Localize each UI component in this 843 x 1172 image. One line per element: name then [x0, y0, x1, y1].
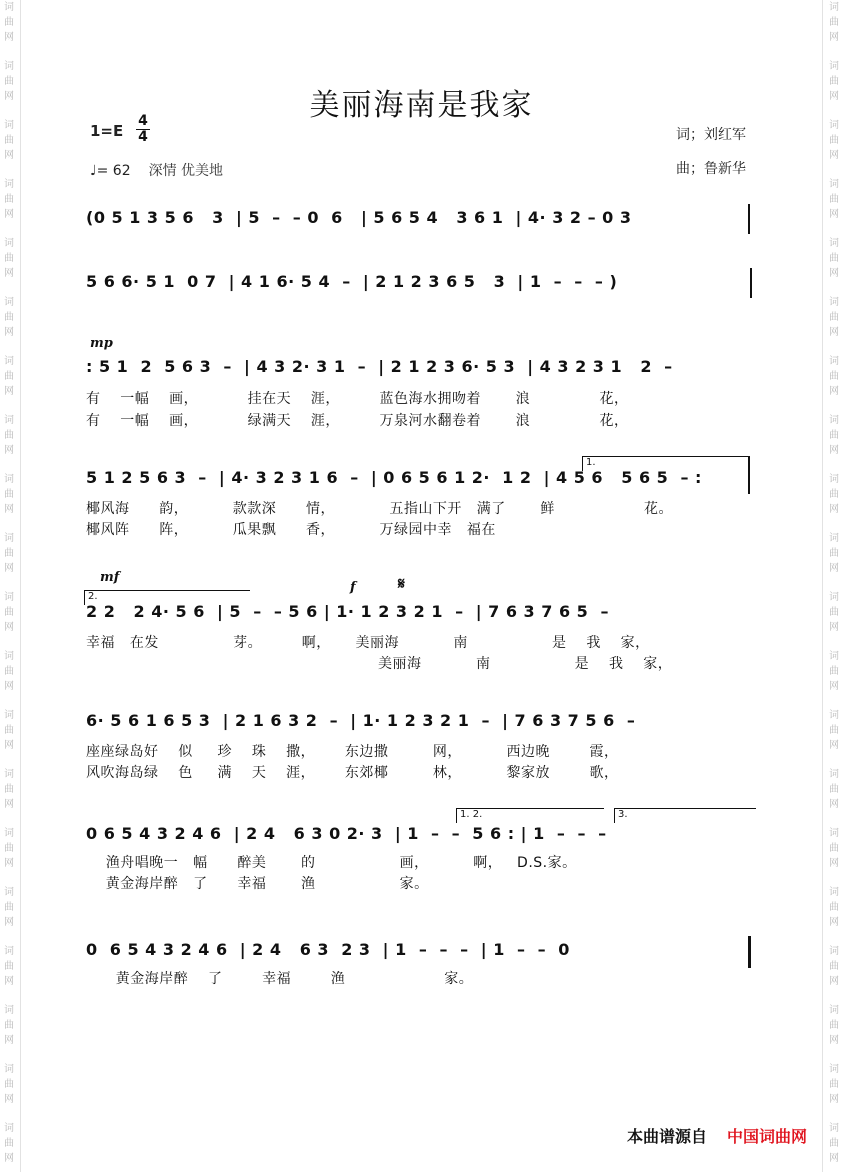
- watermark-char: 网: [829, 445, 839, 456]
- watermark-char: 网: [829, 1094, 839, 1105]
- watermark-char: 网: [4, 917, 14, 928]
- lyric-row-6b: 风吹海岛绿 色 满 天 涯， 东郊椰 林， 黎家放 歌，: [86, 765, 619, 781]
- watermark-gap: [2, 517, 16, 531]
- watermark-gap: [2, 635, 16, 649]
- watermark-char: 词: [829, 474, 839, 485]
- notation-row-8: 0 6 5 4 3 2 4 6 | 2 4 6 3 2 3 | 1 – – – | 1 – – 0: [86, 940, 570, 959]
- watermark-char: 网: [829, 327, 839, 338]
- watermark-char: 词: [829, 61, 839, 72]
- watermark-char: 词: [4, 887, 14, 898]
- watermark-char: 网: [829, 740, 839, 751]
- watermark-char: 曲: [4, 17, 14, 28]
- lyric-row-6a: 座座绿岛好 似 珍 珠 撒， 东边撒 网， 西边晚 霞，: [86, 744, 619, 760]
- lyric-row-5b: 美丽海 南 是 我 家，: [86, 656, 673, 672]
- watermark-char: 词: [4, 533, 14, 544]
- watermark-gap: [827, 340, 841, 354]
- watermark-char: 词: [829, 887, 839, 898]
- watermark-char: 曲: [4, 135, 14, 146]
- watermark-char: 网: [4, 1153, 14, 1164]
- watermark-char: 曲: [4, 784, 14, 795]
- lyric-row-3a: 有 一幅 画， 挂在天 涯， 蓝色海水拥吻着 浪 花，: [86, 391, 629, 407]
- watermark-gap: [827, 222, 841, 236]
- notation-row-3: : 5 1 2 5 6 3 – | 4 3 2· 3 1 – | 2 1 2 3 6· 5 3 | 4 3 2 3 1 2 –: [86, 357, 673, 376]
- watermark-gap: [2, 694, 16, 708]
- side-watermark-right: [827, 0, 841, 1172]
- dynamic-mf: mf: [100, 570, 120, 585]
- watermark-char: 曲: [829, 312, 839, 323]
- watermark-char: 网: [4, 858, 14, 869]
- watermark-char: 网: [829, 799, 839, 810]
- watermark-char: 曲: [829, 961, 839, 972]
- watermark-char: 词: [4, 592, 14, 603]
- watermark-gap: [2, 576, 16, 590]
- watermark-char: 网: [4, 681, 14, 692]
- source-label: 本曲谱源自: [626, 1127, 707, 1146]
- watermark-char: 词: [4, 238, 14, 249]
- watermark-gap: [827, 812, 841, 826]
- watermark-gap: [827, 1166, 841, 1172]
- watermark-char: 曲: [829, 1079, 839, 1090]
- watermark-char: 网: [829, 386, 839, 397]
- volta-1-2: 1. 2.: [456, 808, 604, 823]
- watermark-char: 词: [4, 2, 14, 13]
- watermark-char: 词: [829, 828, 839, 839]
- watermark-char: 网: [4, 150, 14, 161]
- watermark-char: 词: [4, 297, 14, 308]
- notation-row-1: (0 5 1 3 5 6 3 | 5 – – 0 6 | 5 6 5 4 3 6 1 | 4· 3 2 – 0 3: [86, 208, 632, 227]
- barline-row-2-end: [750, 268, 752, 298]
- notation-row-7: 0 6 5 4 3 2 4 6 | 2 4 6 3 0 2· 3 | 1 – – 5 6 : | 1 – – –: [86, 824, 607, 843]
- watermark-gap: [827, 694, 841, 708]
- watermark-gap: [827, 930, 841, 944]
- watermark-char: 曲: [829, 666, 839, 677]
- watermark-char: 词: [829, 710, 839, 721]
- watermark-gap: [827, 1107, 841, 1121]
- watermark-char: 词: [4, 651, 14, 662]
- lyric-row-5a: 幸福 在发 芽。 啊， 美丽海 南 是 我 家，: [86, 635, 650, 651]
- final-barline: [748, 936, 751, 968]
- watermark-char: 网: [829, 622, 839, 633]
- watermark-char: 词: [829, 297, 839, 308]
- watermark-char: 曲: [829, 1138, 839, 1149]
- watermark-char: 网: [4, 740, 14, 751]
- watermark-char: 网: [4, 504, 14, 515]
- watermark-gap: [2, 871, 16, 885]
- watermark-char: 词: [4, 356, 14, 367]
- watermark-char: 曲: [829, 725, 839, 736]
- watermark-char: 网: [829, 917, 839, 928]
- watermark-char: 词: [829, 415, 839, 426]
- watermark-gap: [2, 930, 16, 944]
- tempo-marking: [90, 160, 223, 180]
- watermark-gap: [2, 163, 16, 177]
- watermark-char: 词: [829, 1005, 839, 1016]
- notation-row-2: 5 6 6· 5 1 0 7 | 4 1 6· 5 4 – | 2 1 2 3 6 5 3 | 1 – – – ): [86, 272, 618, 291]
- lyricist-credit: 词；刘红军: [676, 127, 746, 143]
- watermark-gap: [827, 517, 841, 531]
- watermark-gap: [2, 222, 16, 236]
- watermark-char: 曲: [4, 253, 14, 264]
- watermark-char: 词: [4, 61, 14, 72]
- watermark-char: 网: [829, 976, 839, 987]
- watermark-char: 曲: [829, 371, 839, 382]
- watermark-char: 词: [829, 238, 839, 249]
- watermark-char: 曲: [4, 961, 14, 972]
- watermark-gap: [827, 989, 841, 1003]
- watermark-char: 曲: [4, 843, 14, 854]
- watermark-char: 词: [829, 651, 839, 662]
- watermark-char: 网: [829, 268, 839, 279]
- watermark-char: 网: [829, 1153, 839, 1164]
- watermark-gap: [827, 281, 841, 295]
- watermark-char: 网: [4, 799, 14, 810]
- volta-3: 3.: [614, 808, 756, 823]
- watermark-char: 网: [829, 32, 839, 43]
- key-signature: 1=E: [90, 122, 124, 140]
- watermark-char: 曲: [4, 489, 14, 500]
- watermark-char: 网: [4, 209, 14, 220]
- tempo-value: ♩= 62: [90, 163, 131, 179]
- watermark-gap: [2, 1107, 16, 1121]
- mood-marking: 深情 优美地: [148, 163, 224, 179]
- watermark-char: 词: [4, 415, 14, 426]
- lyric-row-8: 黄金海岸醉 了 幸福 渔 家。: [86, 971, 474, 987]
- watermark-char: 词: [4, 769, 14, 780]
- time-numerator: 4: [136, 114, 150, 130]
- watermark-char: 词: [829, 120, 839, 131]
- notation-row-5: 2 2 2 4· 5 6 | 5 – – 5 6 | 1· 1 2 3 2 1 – | 7 6 3 7 6 5 –: [86, 602, 609, 621]
- watermark-char: 网: [829, 504, 839, 515]
- watermark-gap: [2, 45, 16, 59]
- volta-2: 2.: [84, 590, 250, 605]
- watermark-char: 曲: [829, 489, 839, 500]
- watermark-char: 网: [4, 976, 14, 987]
- watermark-char: 词: [4, 1005, 14, 1016]
- watermark-gap: [827, 753, 841, 767]
- watermark-char: 网: [4, 1094, 14, 1105]
- site-name[interactable]: 中国词曲网: [726, 1127, 807, 1146]
- watermark-gap: [2, 1048, 16, 1062]
- watermark-char: 曲: [829, 843, 839, 854]
- watermark-char: 曲: [829, 194, 839, 205]
- dynamic-f: f: [350, 580, 356, 595]
- watermark-char: 曲: [829, 135, 839, 146]
- watermark-char: 曲: [829, 548, 839, 559]
- watermark-char: 词: [829, 1123, 839, 1134]
- watermark-gap: [827, 576, 841, 590]
- watermark-char: 曲: [829, 902, 839, 913]
- watermark-char: 词: [829, 592, 839, 603]
- watermark-char: 曲: [4, 725, 14, 736]
- watermark-char: 词: [4, 474, 14, 485]
- watermark-char: 网: [829, 150, 839, 161]
- watermark-char: 曲: [829, 1020, 839, 1031]
- time-denominator: 4: [138, 129, 148, 145]
- watermark-char: 词: [4, 179, 14, 190]
- watermark-char: 词: [829, 533, 839, 544]
- watermark-gap: [2, 340, 16, 354]
- watermark-char: 曲: [4, 666, 14, 677]
- watermark-char: 词: [829, 356, 839, 367]
- watermark-char: 词: [4, 120, 14, 131]
- watermark-char: 曲: [4, 1079, 14, 1090]
- watermark-gap: [827, 163, 841, 177]
- source-credit: [627, 1124, 807, 1147]
- watermark-char: 曲: [4, 607, 14, 618]
- left-border-line: [20, 0, 21, 1172]
- watermark-gap: [827, 1048, 841, 1062]
- watermark-char: 词: [4, 1123, 14, 1134]
- watermark-char: 曲: [4, 548, 14, 559]
- watermark-char: 网: [829, 1035, 839, 1046]
- repeat-barline-row-4: [748, 456, 750, 494]
- watermark-char: 曲: [829, 784, 839, 795]
- watermark-char: 网: [4, 327, 14, 338]
- barline-row-1-end: [748, 204, 750, 234]
- lyric-row-7a: 渔舟唱晚一 幅 醉美 的 画， 啊， D.S.家。: [86, 855, 577, 871]
- watermark-gap: [827, 871, 841, 885]
- watermark-gap: [2, 753, 16, 767]
- watermark-char: 曲: [4, 1020, 14, 1031]
- composer-credit: 曲；鲁新华: [676, 161, 746, 177]
- lyric-row-4b: 椰风阵 阵， 瓜果飘 香， 万绿园中幸 福在: [86, 522, 496, 538]
- watermark-char: 词: [4, 1064, 14, 1075]
- watermark-char: 曲: [829, 17, 839, 28]
- watermark-char: 词: [829, 2, 839, 13]
- watermark-char: 曲: [4, 430, 14, 441]
- watermark-char: 网: [829, 681, 839, 692]
- lyric-row-3b: 有 一幅 画， 绿满天 涯， 万泉河水翻卷着 浪 花，: [86, 413, 629, 429]
- watermark-char: 曲: [4, 902, 14, 913]
- watermark-gap: [2, 1166, 16, 1172]
- watermark-gap: [2, 812, 16, 826]
- watermark-char: 词: [4, 710, 14, 721]
- watermark-gap: [2, 458, 16, 472]
- watermark-char: 网: [4, 563, 14, 574]
- watermark-char: 词: [829, 179, 839, 190]
- watermark-char: 曲: [829, 430, 839, 441]
- notation-row-6: 6· 5 6 1 6 5 3 | 2 1 6 3 2 – | 1· 1 2 3 2 1 – | 7 6 3 7 5 6 –: [86, 711, 636, 730]
- watermark-char: 网: [4, 445, 14, 456]
- song-title: 美丽海南是我家: [309, 88, 534, 123]
- watermark-char: 词: [829, 769, 839, 780]
- dynamic-mp: mp: [90, 336, 113, 351]
- watermark-gap: [827, 399, 841, 413]
- watermark-char: 网: [829, 209, 839, 220]
- watermark-char: 网: [4, 268, 14, 279]
- watermark-gap: [2, 989, 16, 1003]
- watermark-char: 网: [829, 563, 839, 574]
- side-watermark-left: [2, 0, 16, 1172]
- watermark-char: 曲: [4, 371, 14, 382]
- watermark-char: 曲: [4, 312, 14, 323]
- watermark-char: 词: [829, 1064, 839, 1075]
- watermark-char: 网: [4, 32, 14, 43]
- watermark-char: 曲: [4, 194, 14, 205]
- watermark-gap: [827, 635, 841, 649]
- lyric-row-4a: 椰风海 韵， 款款深 情， 五指山下开 满了 鲜 花。: [86, 501, 674, 517]
- watermark-gap: [827, 45, 841, 59]
- volta-1: 1.: [582, 456, 750, 471]
- time-signature: [136, 114, 150, 145]
- lyric-row-7b: 黄金海岸醉 了 幸福 渔 家。: [86, 876, 429, 892]
- watermark-char: 网: [4, 386, 14, 397]
- watermark-char: 网: [829, 858, 839, 869]
- right-border-line: [822, 0, 823, 1172]
- watermark-char: 曲: [4, 76, 14, 87]
- watermark-gap: [2, 281, 16, 295]
- watermark-char: 网: [4, 1035, 14, 1046]
- watermark-char: 曲: [4, 1138, 14, 1149]
- watermark-char: 词: [4, 946, 14, 957]
- watermark-char: 曲: [829, 607, 839, 618]
- watermark-char: 词: [829, 946, 839, 957]
- watermark-char: 曲: [829, 76, 839, 87]
- watermark-char: 网: [4, 91, 14, 102]
- watermark-char: 词: [4, 828, 14, 839]
- segno-sign: 𝄋: [398, 574, 405, 593]
- watermark-char: 网: [829, 91, 839, 102]
- watermark-gap: [2, 399, 16, 413]
- notation-row-4: 5 1 2 5 6 3 – | 4· 3 2 3 1 6 – | 0 6 5 6 1 2· 1 2 | 4 5 6 5 6 5 – :: [86, 468, 702, 487]
- watermark-char: 网: [4, 622, 14, 633]
- watermark-char: 曲: [829, 253, 839, 264]
- watermark-gap: [827, 458, 841, 472]
